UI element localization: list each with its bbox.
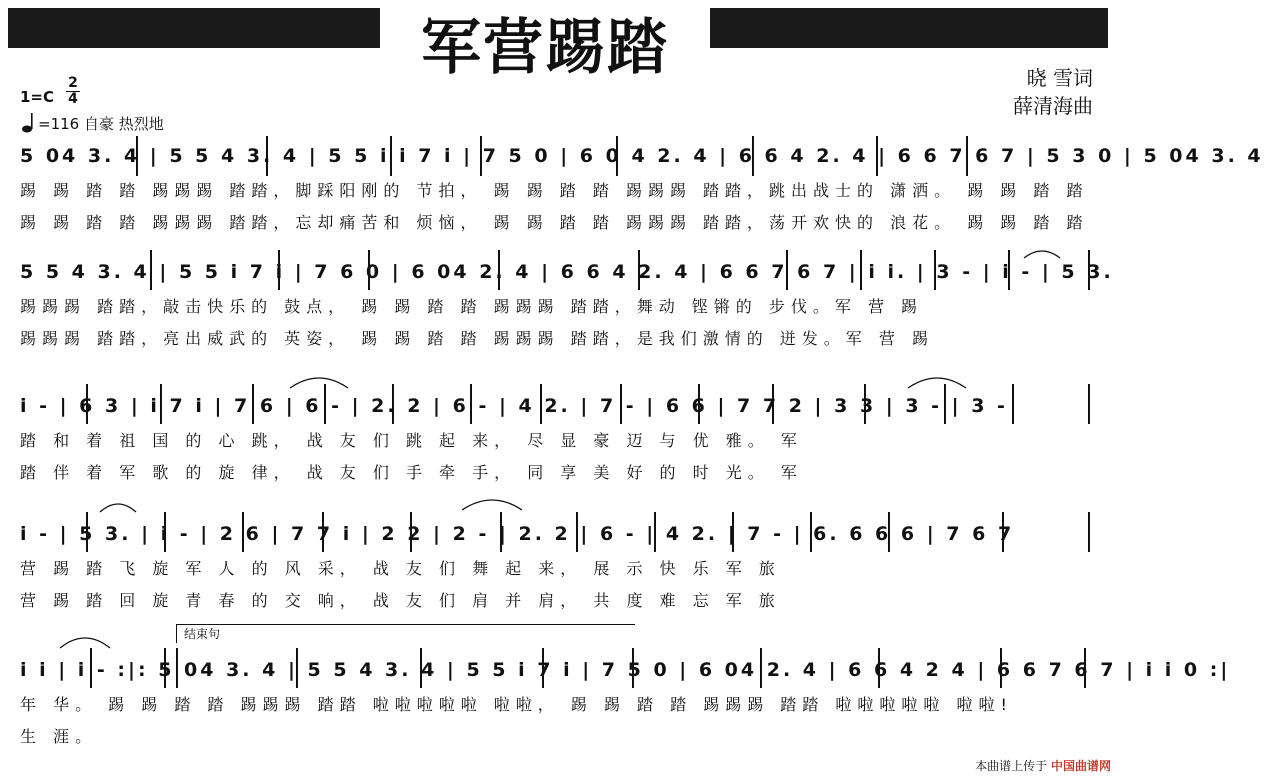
notation-row-2: 5 5 4 3. 4 | 5 5 i 7 i | 7 6 0 | 6 04 2. 4 | 6 6 4 2. 4 | 6 6 7 6 7 | i i. | 3 - | i - | 5 3. bbox=[20, 261, 1114, 283]
lyrics-row-1-verse-1: 踢 踢 踏 踏 踢踢踢 踏踏，脚踩阳刚的 节拍， 踢 踢 踏 踏 踢踢踢 踏踏，跳出战士的 潇洒。 踢 踢 踏 踏 bbox=[20, 181, 1089, 200]
lyrics-row-2-verse-1: 踢踢踢 踏踏，敲击快乐的 鼓点， 踢 踢 踏 踏 踢踢踢 踏踏，舞动 铿锵的 步伐。军 营 踢 bbox=[20, 297, 924, 316]
slur-mark bbox=[906, 372, 968, 390]
lyrics-row-1-verse-2: 踢 踢 踏 踏 踢踢踢 踏踏，忘却痛苦和 烦恼， 踢 踢 踏 踏 踢踢踢 踏踏，荡开欢快的 浪花。 踢 踢 踏 踏 bbox=[20, 213, 1089, 232]
time-signature bbox=[66, 76, 80, 107]
time-signature-bottom: 4 bbox=[68, 91, 78, 107]
time-signature-top: 2 bbox=[68, 75, 78, 91]
lyrics-row-4-verse-1: 营 踢 踏 飞 旋 军 人 的 风 采， 战 友 们 舞 起 来， 展 示 快 乐 军 旅 bbox=[20, 559, 781, 578]
ending-label: 结束句 bbox=[184, 627, 221, 641]
page-title: 军营踢踏 bbox=[380, 0, 710, 96]
notation-row-1: 5 04 3. 4 | 5 5 4 3. 4 | 5 5 i i 7 i | 7 5 0 | 6 0 4 2. 4 | 6 6 4 2. 4 | 6 6 7 6 7 | 5 3 0 | 5 04 3. 4 bbox=[20, 145, 1264, 167]
quarter-note-icon bbox=[22, 112, 36, 132]
tempo-marking: =116 自豪 热烈地 bbox=[38, 115, 164, 133]
composer-credit: 薛清海曲 bbox=[1013, 94, 1093, 118]
lyrics-row-5-verse-1: 年 华。 踢 踢 踏 踏 踢踢踢 踏踏 啦啦啦啦啦 啦啦， 踢 踢 踏 踏 踢踢踢 踏踏 啦啦啦啦啦 啦啦! bbox=[20, 695, 1013, 714]
footer bbox=[975, 757, 1111, 774]
lyrics-row-2-verse-2: 踢踢踢 踏踏，亮出威武的 英姿， 踢 踢 踏 踏 踢踢踢 踏踏，是我们激情的 迸发。军 营 踢 bbox=[20, 329, 934, 348]
lyrics-row-3-verse-2: 踏 伴 着 军 歌 的 旋 律， 战 友 们 手 牵 手， 同 享 美 好 的 时 光。 军 bbox=[20, 463, 803, 482]
key-signature: 1=C bbox=[20, 88, 55, 106]
slur-mark bbox=[288, 372, 350, 390]
slur-mark bbox=[460, 494, 524, 512]
footer-text: 本曲谱上传于 bbox=[975, 759, 1048, 773]
lyrics-row-5-verse-2: 生 涯。 bbox=[20, 727, 98, 746]
notation-row-4: i - | 5 3. | i - | 2 6 | 7 7 i | 2 2 | 2 - | 2. 2 | 6 - | 4 2. | 7 - | 6. 6 6 6 | 7 6 7 bbox=[20, 523, 1015, 545]
ending-bracket bbox=[176, 624, 635, 643]
slur-mark bbox=[98, 498, 138, 514]
barline bbox=[1088, 512, 1090, 552]
notation-row-3: i - | 6 3 | i 7 i | 7 6 | 6 - | 2. 2 | 6 - | 4 2. | 7 - | 6 6 | 7 7 2 | 3 3 | 3 - | 3 - bbox=[20, 395, 1008, 417]
footer-brand-link[interactable]: 中国曲谱网 bbox=[1050, 759, 1111, 773]
barline bbox=[1012, 384, 1014, 424]
lyricist-credit: 晓 雪词 bbox=[1026, 66, 1093, 90]
barline bbox=[1088, 384, 1090, 424]
lyrics-row-4-verse-2: 营 踢 踏 回 旋 青 春 的 交 响， 战 友 们 肩 并 肩， 共 度 难 忘 军 旅 bbox=[20, 591, 781, 610]
slur-mark bbox=[58, 632, 112, 650]
lyrics-row-3-verse-1: 踏 和 着 祖 国 的 心 跳， 战 友 们 跳 起 来， 尽 显 豪 迈 与 优 雅。 军 bbox=[20, 431, 803, 450]
notation-row-5: i i | i - :|: 5 04 3. 4 | 5 5 4 3. 4 | 5 5 i 7 i | 7 5 0 | 6 04 2. 4 | 6 6 4 2 4 | 6 6 7 6 7 | i i 0 :| bbox=[20, 659, 1231, 681]
